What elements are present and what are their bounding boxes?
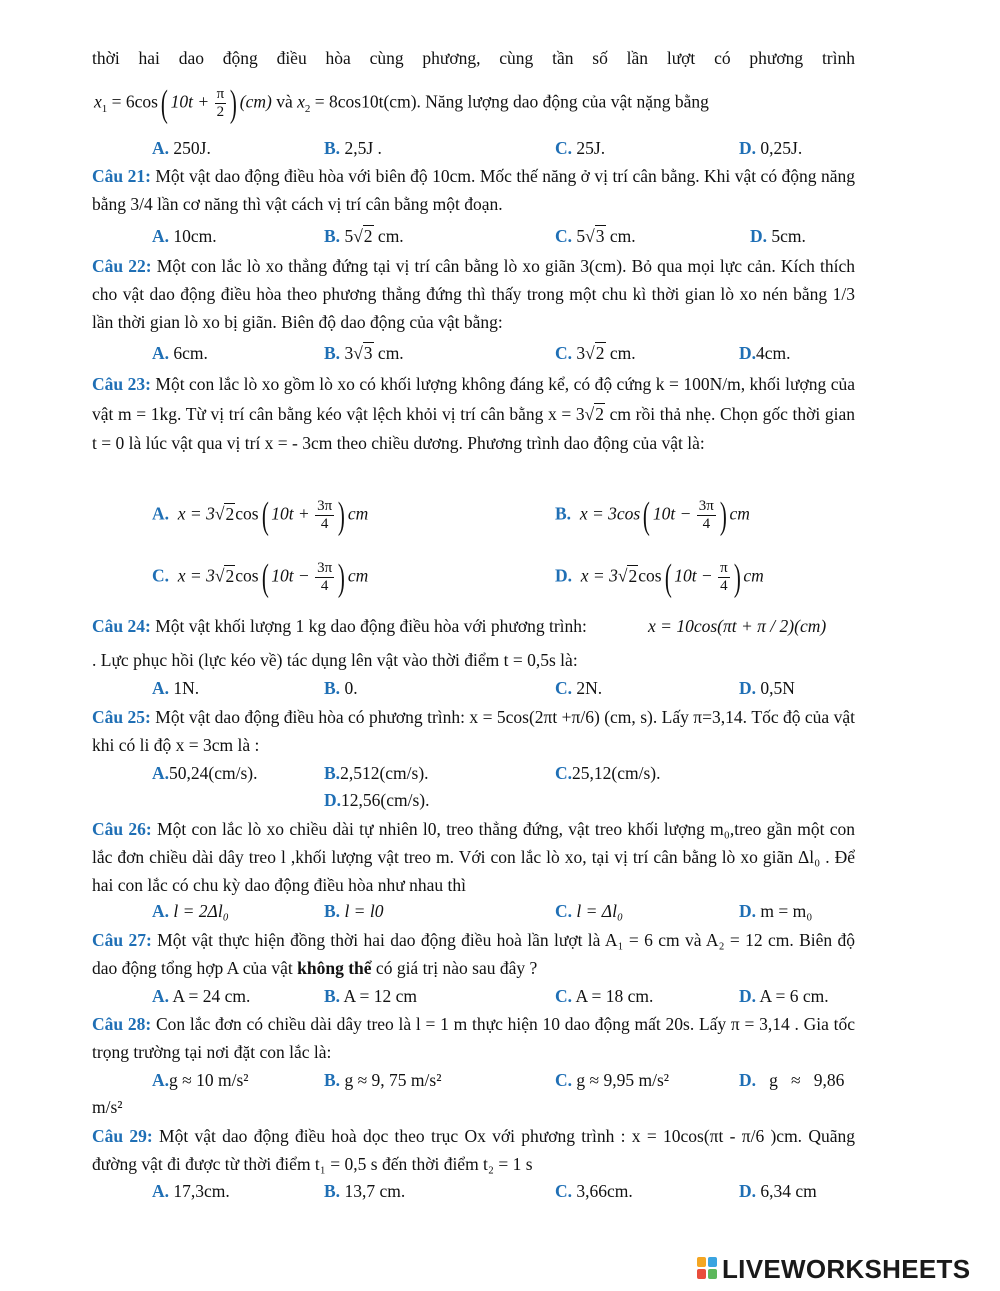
q25-option-c[interactable]: C.25,12(cm/s). bbox=[555, 763, 661, 783]
q23-option-a[interactable]: A. x = 3√2cos( 10t + $\frac{3\pi}{4}$ ) cm bbox=[152, 494, 369, 537]
q27-emphasis: không thể bbox=[297, 958, 372, 978]
q27-option-c[interactable]: C. A = 18 cm. bbox=[555, 986, 654, 1006]
q24-option-c[interactable]: C. 2N. bbox=[555, 678, 603, 698]
q23-option-d[interactable]: D. x = 3√2cos( 10t − $\frac{\pi}{4}$ ) cm bbox=[555, 556, 764, 599]
q20-option-b[interactable]: B. 2,5J . bbox=[324, 138, 382, 158]
q26-stem: Câu 26: Một con lắc lò xo chiều dài tự nhiên l0, treo thẳng đứng, vật treo khối lượng m₀,treo gần một con lắc đơn chiều dài dây treo l ,khối lượng vật treo m. Với con lắc lò xo, tại vị trí cân bằng lò xo giãn Δl₀ . Để hai con lắc có chu kỳ dao động điều hòa như nhau thì bbox=[92, 819, 855, 895]
q26-options bbox=[0, 897, 1000, 925]
q29-option-c[interactable]: C. 3,66cm. bbox=[555, 1181, 633, 1201]
q21-option-d[interactable]: D. 5cm. bbox=[750, 226, 806, 246]
q20-line1: thời hai dao động điều hòa cùng phương, cùng tần số lần lượt có phương trình bbox=[92, 48, 855, 68]
q20-tail: . Năng lượng dao động của vật nặng bằng bbox=[416, 91, 709, 112]
liveworksheets-logo-icon bbox=[697, 1257, 717, 1279]
q27-option-d[interactable]: D. A = 6 cm. bbox=[739, 986, 829, 1006]
q20-eq1-arg: 10t + bbox=[170, 91, 214, 112]
q20-option-d[interactable]: D. 0,25J. bbox=[739, 138, 803, 158]
q28-stem: Câu 28: Con lắc đơn có chiều dài dây treo là l = 1 m thực hiện 10 dao động mất 20s. Lấy π = 3,14 . Gia tốc trọng trường tại nơi đặt con lắc là: bbox=[92, 1014, 855, 1062]
q22-stem bbox=[92, 252, 855, 336]
q28-label: Câu 28: bbox=[92, 1014, 152, 1034]
q23-stem: Câu 23: Một con lắc lò xo gồm lò xo có khối lượng không đáng kể, có độ cứng k = 100N/m, khối lượng của vật m = 1kg. Từ vị trí cân bằng kéo vật lệch khỏi vị trí cân bằng x = 3√2 cm rồi thả nhẹ. Chọn gốc thời gian t = 0 là lúc vật qua vị trí x = - 3cm theo chiều dương. Phương trình dao động của vật là: bbox=[92, 374, 855, 453]
q28-option-c[interactable]: C. g ≈ 9,95 m/s² bbox=[555, 1070, 670, 1090]
q22-option-b[interactable]: B. 3√3 cm. bbox=[324, 343, 404, 363]
q25-options-row2 bbox=[0, 786, 1000, 814]
q22-option-d[interactable]: D.4cm. bbox=[739, 343, 791, 363]
q20-eq1-unit: (cm) bbox=[239, 91, 272, 112]
q20-eq2: = 8cos10t(cm) bbox=[310, 91, 417, 112]
q25-options-row1 bbox=[0, 759, 1000, 787]
q24-options bbox=[0, 674, 1000, 702]
q22-label: Câu 22: bbox=[92, 256, 152, 276]
liveworksheets-logo-text: LIVEWORKSHEETS bbox=[722, 1254, 971, 1284]
q22-option-a[interactable]: A. 6cm. bbox=[152, 343, 208, 363]
q25-stem: Câu 25: Một vật dao động điều hòa có phương trình: x = 5cos(2πt +π/6) (cm, s). Lấy π=3,14. Tốc độ của vật khi có li độ x = 3cm là : bbox=[92, 707, 855, 755]
q29-option-a[interactable]: A. 17,3cm. bbox=[152, 1181, 230, 1201]
q22-option-c[interactable]: C. 3√2 cm. bbox=[555, 343, 636, 363]
q21-stem bbox=[92, 162, 855, 218]
q23-options-row2 bbox=[0, 556, 1000, 599]
q21-option-a[interactable]: A. 10cm. bbox=[152, 226, 217, 246]
q20-eq1-eq: = 6cos bbox=[107, 91, 158, 112]
q21-text: Một vật dao động điều hòa với biên độ 10cm. Mốc thế năng ở vị trí cân bằng. Khi vật có động năng bằng 3/4 lần cơ năng thì vật cách vị trí cân bằng một đoạn. bbox=[92, 166, 855, 214]
q26-option-d[interactable]: D. m = m₀ bbox=[739, 901, 813, 921]
q24-equation: x = 10cos(πt + π / 2)(cm) bbox=[648, 616, 827, 636]
q20-eq2-var: x bbox=[297, 91, 305, 112]
q26-label: Câu 26: bbox=[92, 819, 152, 839]
q20-eq1-fraction: $\frac{\pi}{2}$ bbox=[216, 86, 225, 120]
q28-option-b[interactable]: B. g ≈ 9, 75 m/s² bbox=[324, 1070, 442, 1090]
q24-stem-line1: Câu 24: Một vật khối lượng 1 kg dao động điều hòa với phương trình: x = 10cos(πt + π / 2)(cm) bbox=[0, 612, 1000, 642]
q21-label: Câu 21: bbox=[92, 166, 151, 186]
q20-option-c[interactable]: C. 25J. bbox=[555, 138, 606, 158]
q26-option-c[interactable]: C. l = Δl₀ bbox=[555, 901, 624, 921]
q21-options bbox=[0, 222, 1000, 250]
q28-option-d[interactable]: D. g ≈ 9,86 bbox=[739, 1070, 845, 1090]
q28-option-d-continued: m/s² bbox=[92, 1097, 123, 1117]
q20-equation-line: $x_1 = 6\cos$( 10t + $\frac{\pi}{2}$ ) (cm) và $x_2 = 8\cos 10t(cm)$. Năng lượng dao động của vật nặng bằng bbox=[94, 82, 709, 125]
q20-and: và bbox=[271, 91, 298, 112]
q28-options bbox=[0, 1066, 1000, 1094]
q27-option-b[interactable]: B. A = 12 cm bbox=[324, 986, 418, 1006]
q20-eq1-var: x bbox=[94, 91, 102, 112]
q23-label: Câu 23: bbox=[92, 374, 151, 394]
q27-label: Câu 27: bbox=[92, 930, 152, 950]
q24-label: Câu 24: bbox=[92, 616, 151, 636]
q24-option-d[interactable]: D. 0,5N bbox=[739, 678, 795, 698]
q23-option-b[interactable]: B. x = 3cos( 10t − $\frac{3\pi}{4}$ ) cm bbox=[555, 494, 750, 537]
q29-label: Câu 29: bbox=[92, 1126, 153, 1146]
q25-label: Câu 25: bbox=[92, 707, 151, 727]
q29-options bbox=[0, 1177, 1000, 1205]
q26-option-a[interactable]: A. l = 2Δl₀ bbox=[152, 901, 229, 921]
q27-stem: Câu 27: Một vật thực hiện đồng thời hai dao động điều hoà lần lượt là A₁ = 6 cm và A₂ = 12 cm. Biên độ dao động tổng hợp A của vật không thể có giá trị nào sau đây ? bbox=[92, 930, 855, 978]
q27-option-a[interactable]: A. A = 24 cm. bbox=[152, 986, 251, 1006]
q25-option-b[interactable]: B.2,512(cm/s). bbox=[324, 763, 429, 783]
q21-option-c[interactable]: C. 5√3 cm. bbox=[555, 226, 636, 246]
q26-option-b[interactable]: B. l = l0 bbox=[324, 901, 384, 921]
q29-option-d[interactable]: D. 6,34 cm bbox=[739, 1181, 817, 1201]
q24-stem-line2: . Lực phục hồi (lực kéo về) tác dụng lên vật vào thời điểm t = 0,5s là: bbox=[92, 650, 578, 670]
q29-stem: Câu 29: Một vật dao động điều hoà dọc theo trục Ox với phương trình : x = 10cos(πt - π/6 )cm. Quãng đường vật đi được từ thời điểm t₁ = 0,5 s đến thời điểm t₂ = 1 s bbox=[92, 1126, 856, 1174]
q20-options bbox=[0, 134, 1000, 162]
q27-options bbox=[0, 982, 1000, 1010]
q23-options-row1 bbox=[0, 494, 1000, 537]
q23-option-c[interactable]: C. x = 3√2cos( 10t − $\frac{3\pi}{4}$ ) cm bbox=[152, 556, 369, 599]
q24-option-a[interactable]: A. 1N. bbox=[152, 678, 200, 698]
q25-option-d[interactable]: D.12,56(cm/s). bbox=[324, 790, 430, 810]
q21-option-b[interactable]: B. 5√2 cm. bbox=[324, 226, 404, 246]
q20-option-a[interactable]: A. 250J. bbox=[152, 138, 211, 158]
q25-option-a[interactable]: A.50,24(cm/s). bbox=[152, 763, 258, 783]
q24-option-b[interactable]: B. 0. bbox=[324, 678, 358, 698]
q22-text: Một con lắc lò xo thẳng đứng tại vị trí cân bằng lò xo giãn 3(cm). Bỏ qua mọi lực cản. Kích thích cho vật dao động điều hòa theo phương thẳng đứng thì thấy trong một chu kì thời gian lò xo nén bằng 1/3 lần thời gian lò xo bị giãn. Biên độ dao động của vật bằng: bbox=[92, 256, 855, 332]
q29-option-b[interactable]: B. 13,7 cm. bbox=[324, 1181, 406, 1201]
q20-eq1-sub: 1 bbox=[101, 103, 108, 116]
q22-options bbox=[0, 339, 1000, 367]
q28-option-a[interactable]: A.g ≈ 10 m/s² bbox=[152, 1070, 249, 1090]
